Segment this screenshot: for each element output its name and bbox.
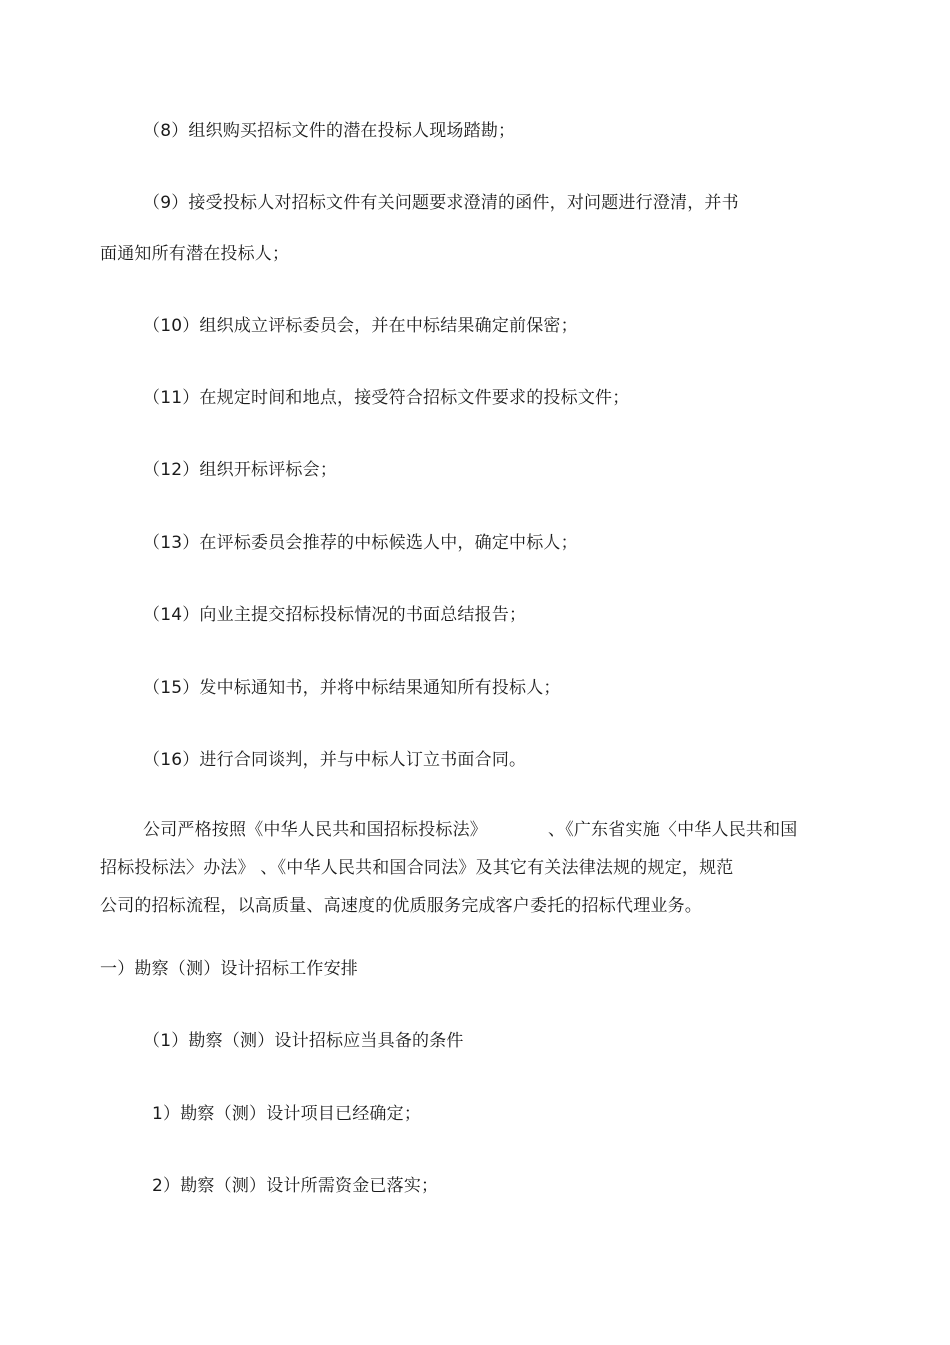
condition-item-1: 1）勘察（测）设计项目已经确定； [152,1104,422,1124]
list-item-12: （12）组织开标评标会； [143,460,338,480]
list-item-15: （15）发中标通知书，并将中标结果通知所有投标人； [143,678,561,698]
list-item-9: （9）接受投标人对招标文件有关问题要求澄清的函件，对问题进行澄清，并书 [143,193,739,213]
list-item-14: （14）向业主提交招标投标情况的书面总结报告； [143,605,527,625]
paragraph-line-2: 招标投标法〉办法》 、《中华人民共和国合同法》及其它有关法律法规的规定，规范 [100,858,734,878]
condition-item-2: 2）勘察（测）设计所需资金已落实； [152,1176,439,1196]
paragraph-line-1b: 、《广东省实施〈中华人民共和国 [548,820,798,840]
list-item-13: （13）在评标委员会推荐的中标候选人中，确定中标人； [143,533,578,553]
list-item-16: （16）进行合同谈判，并与中标人订立书面合同。 [143,750,527,770]
list-item-9-continuation: 面通知所有潜在投标人； [100,244,290,264]
paragraph-line-3: 公司的招标流程，以高质量、高速度的优质服务完成客户委托的招标代理业务。 [100,896,702,916]
list-item-11: （11）在规定时间和地点，接受符合招标文件要求的投标文件； [143,388,630,408]
section-heading: 一）勘察（测）设计招标工作安排 [100,959,358,979]
list-item-8: （8）组织购买招标文件的潜在投标人现场踏勘； [143,121,516,141]
list-item-10: （10）组织成立评标委员会，并在中标结果确定前保密； [143,316,578,336]
subsection-heading: （1）勘察（测）设计招标应当具备的条件 [143,1031,464,1051]
paragraph-line-1a: 公司严格按照《中华人民共和国招标投标法》 [143,820,487,840]
